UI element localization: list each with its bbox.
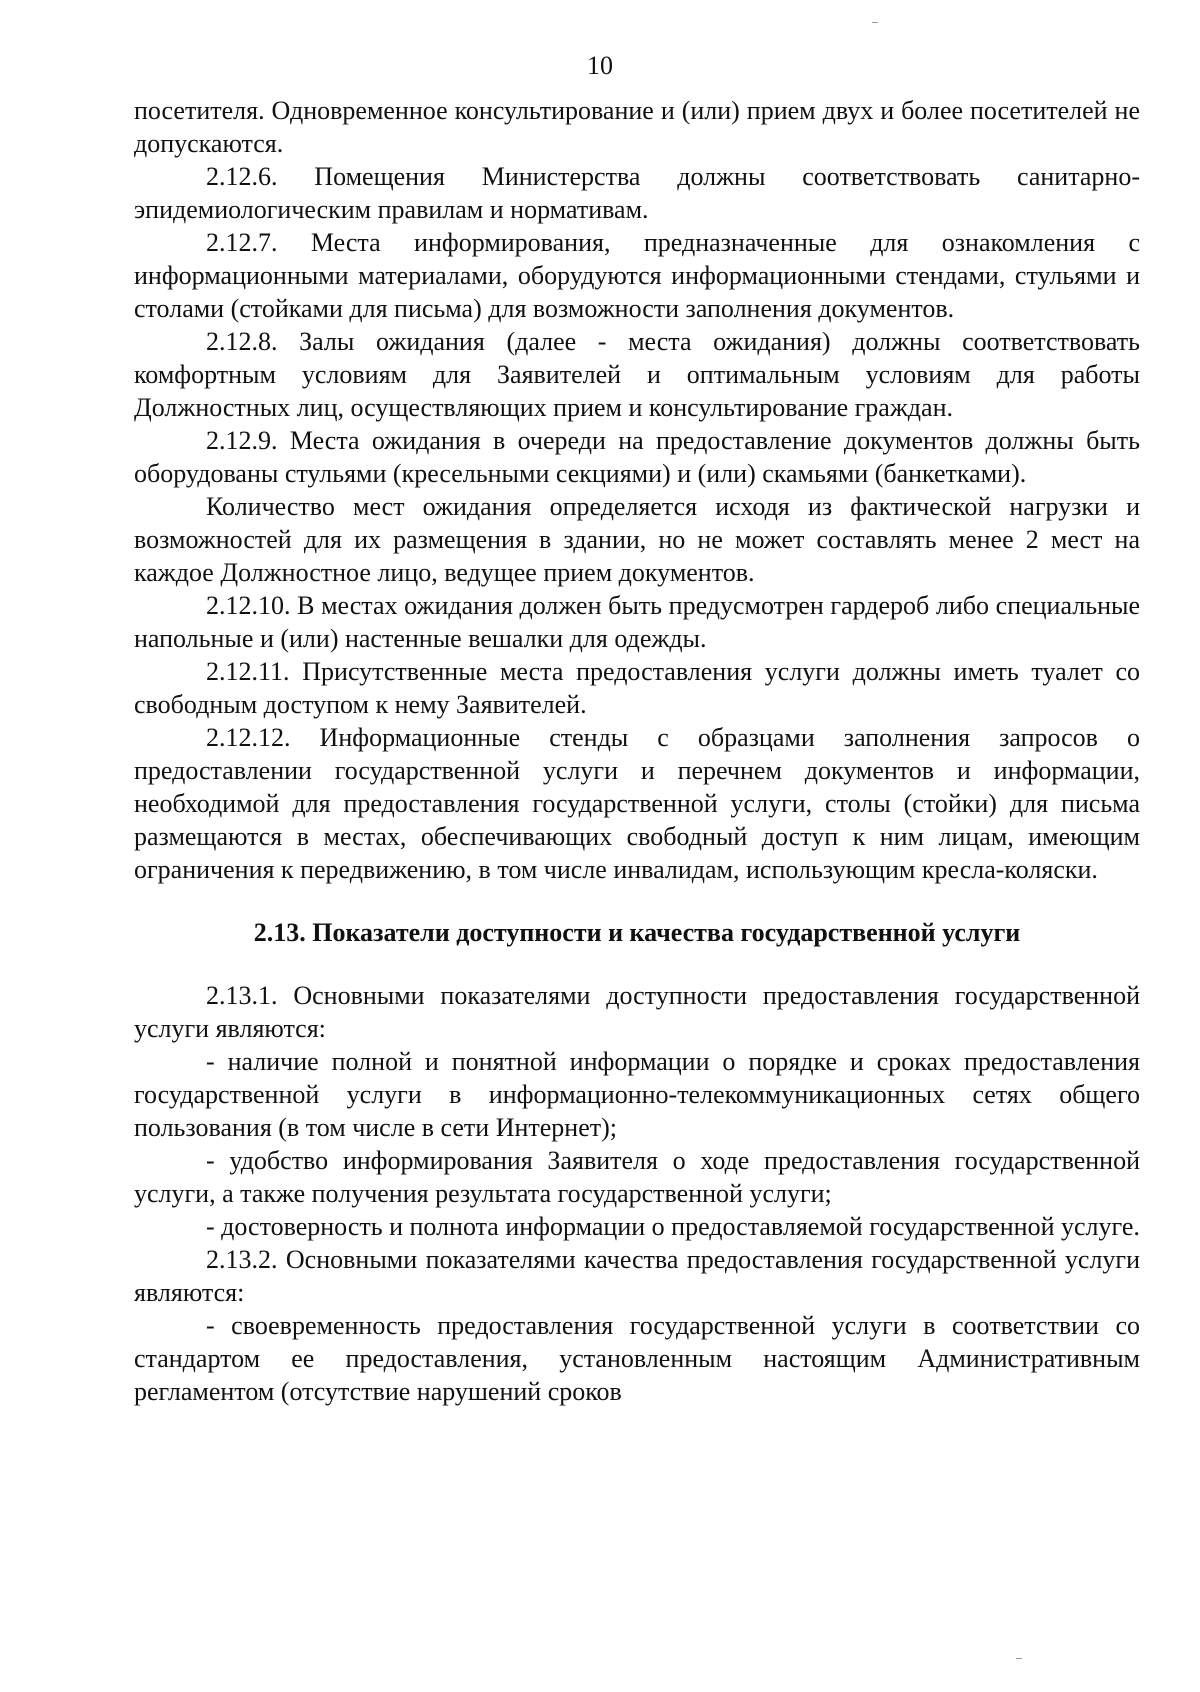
paragraph: 2.12.11. Присутственные места предоставления услуги должны иметь туалет со свободным доступом к нему Заявителей.	[134, 657, 1140, 719]
page-number: 10	[587, 51, 613, 80]
list-item: - достоверность и полнота информации о предоставляемой государственной услуге.	[206, 1212, 1140, 1241]
list-item: - удобство информирования Заявителя о ходе предоставления государственной услуги, а также получения результата государственной услуги;	[134, 1146, 1140, 1208]
paragraph: посетителя. Одновременное консультирование и (или) прием двух и более посетителей не допускаются.	[134, 96, 1140, 158]
paragraph: 2.13.2. Основными показателями качества предоставления государственной услуги являются:	[134, 1245, 1140, 1307]
paragraph: 2.12.7. Места информирования, предназначенные для ознакомления с информационными материалами, оборудуются информационными стендами, стульями и столами (стойками для письма) для возможности заполнения документов.	[134, 228, 1140, 323]
scan-speck	[872, 22, 878, 23]
section-2-13	[134, 979, 1140, 1408]
paragraph: Количество мест ожидания определяется исходя из фактической нагрузки и возможностей для их размещения в здании, но не может составлять менее 2 мест на каждое Должностное лицо, ведущее прием документов.	[134, 492, 1140, 587]
paragraph: 2.12.10. В местах ожидания должен быть предусмотрен гардероб либо специальные напольные и (или) настенные вешалки для одежды.	[134, 591, 1140, 653]
paragraph: 2.12.12. Информационные стенды с образцами заполнения запросов о предоставлении государственной услуги и перечнем документов и информации, необходимой для предоставления государственной услуги, столы (стойки) для письма размещаются в местах, обеспечивающих свободный доступ к ним лицам, имеющим ограничения к передвижению, в том числе инвалидам, использующим кресла-коляски.	[134, 723, 1140, 884]
section-heading: 2.13. Показатели доступности и качества государственной услуги	[253, 918, 1021, 947]
section-2-12-continued	[134, 94, 1140, 886]
paragraph: 2.12.6. Помещения Министерства должны соответствовать санитарно-эпидемиологическим правилам и нормативам.	[134, 162, 1140, 224]
list-item: - наличие полной и понятной информации о порядке и сроках предоставления государственной услуги в информационно-телекоммуникационных сетях общего пользования (в том числе в сети Интернет);	[134, 1047, 1140, 1142]
list-item: - своевременность предоставления государственной услуги в соответствии со стандартом ее предоставления, установленным настоящим Административным регламентом (отсутствие нарушений сроков	[134, 1311, 1140, 1406]
paragraph: 2.12.8. Залы ожидания (далее - места ожидания) должны соответствовать комфортным условиям для Заявителей и оптимальным условиям для работы Должностных лиц, осуществляющих прием и консультирование граждан.	[134, 327, 1140, 422]
paragraph: 2.13.1. Основными показателями доступности предоставления государственной услуги являются:	[134, 981, 1140, 1043]
scan-speck	[1016, 1658, 1022, 1659]
document-body	[134, 94, 1140, 1408]
paragraph: 2.12.9. Места ожидания в очереди на предоставление документов должны быть оборудованы стульями (кресельными секциями) и (или) скамьями (банкетками).	[134, 426, 1140, 488]
